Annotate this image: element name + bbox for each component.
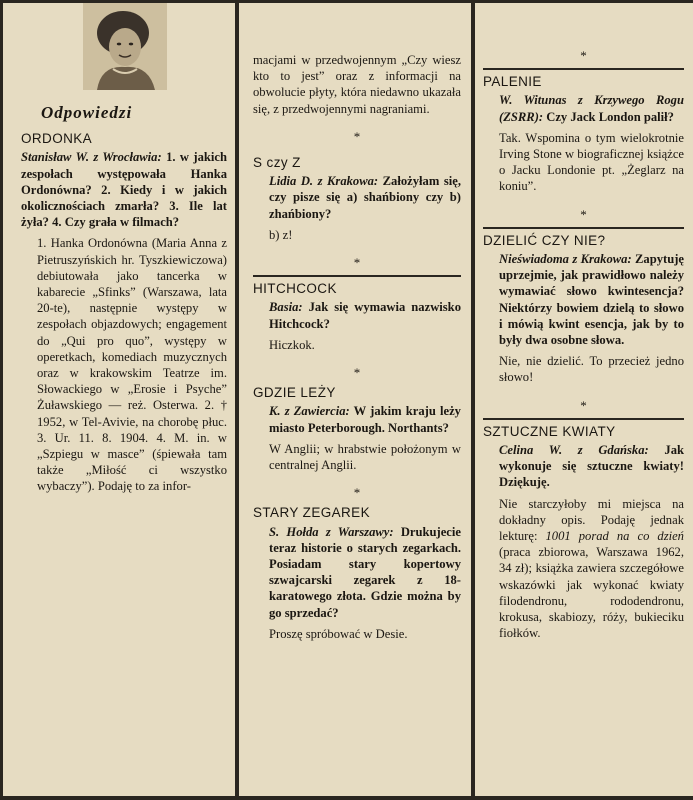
- reader-question: [483, 251, 684, 348]
- separator-star: *: [353, 485, 361, 501]
- column-left: [0, 3, 235, 800]
- portrait-image: [83, 3, 167, 90]
- editor-answer: Proszę spróbować w Desie.: [269, 626, 408, 641]
- section-heading: PALENIE: [483, 74, 542, 90]
- answer-continuation: macjami w przedwojennym „Czy wiesz kto to jest” oraz z informacji na obwolucie płyty, która niedawno ukazała się, z przedwojennymi nagraniami.: [253, 53, 461, 116]
- section-heading: ORDONKA: [21, 131, 93, 147]
- separator-star: *: [580, 206, 587, 222]
- editor-answer: Tak. Wspomina o tym wielokrotnie Irving Stone w biograficznej książce o Jacku Londonie pt. „Żeglarz na koniu”.: [499, 130, 684, 194]
- question-text: Zapytuję uprzejmie, jak prawidłowo należy wymawiać słowo kwintesencja? Niektórzy bowiem dzielą to słowo i mówią kwint esencja, jak by to były dwa osobne słowa.: [499, 252, 684, 348]
- separator-star: *: [353, 255, 361, 271]
- reader-name: Basia:: [269, 300, 303, 315]
- column-title: Odpowiedzi: [41, 103, 133, 122]
- book-title: 1001 porad na co dzień: [545, 529, 684, 544]
- editor-answer: 1. Hanka Ordonówna (Maria Anna z Pietruszyńskich hr. Tyszkiewiczowa) debiutowała jako tancerka w kabarecie „Sfinks” (Warszawa, lata 20-te), następnie występy w zespołach objazdowych; engagement do „Qui pro quo”, występy w operetkach, komediach muzycznych oraz w krakowskim Teatrze im. Słowackiego w „Erosie i Psyche” Żuławskiego — reż. Osterwa. 2. † 1952, w Tel-Avivie, na chorobę płuc. 3. Ur. 11. 8. 1904. 4. M. in. w „Szpiegu w masce” (śpiewała tam także „Miłość ci wszystko wybaczy”). Podaję to za infor-: [37, 236, 227, 494]
- separator-star: *: [580, 397, 587, 413]
- editor-answer: [483, 496, 684, 642]
- section-heading: SZTUCZNE KWIATY: [483, 423, 616, 439]
- author-portrait: [83, 3, 167, 90]
- question-text: Założyłam się, czy pisze się a) shańbiony czy b) zhańbiony?: [269, 174, 461, 221]
- reader-question: [253, 173, 461, 222]
- section-divider: [483, 227, 684, 229]
- question-text: Drukujecie teraz historie o starych zegarkach. Posiadam stary kopertowy szwajcarski zegarek z 18-karatowego złota. Gdzie można by go sprzedać?: [269, 524, 461, 620]
- question-text: W jakim kraju leży miasto Peterborough. Northants?: [269, 404, 461, 435]
- reader-name: Nieświadoma z Krakowa:: [499, 252, 632, 267]
- separator-star: *: [353, 128, 361, 144]
- reader-question: [253, 299, 461, 331]
- reader-name: Lidia D. z Krakowa:: [269, 174, 379, 189]
- reader-question: [483, 442, 684, 491]
- section-divider: [253, 275, 461, 277]
- reader-question: [253, 524, 461, 621]
- section-heading: HITCHCOCK: [253, 281, 337, 297]
- reader-question: [483, 92, 684, 124]
- reader-name: Stanisław W. z Wrocławia:: [21, 150, 162, 165]
- separator-star: *: [580, 48, 587, 63]
- section-heading: GDZIE LEŻY: [253, 385, 336, 401]
- section-heading: STARY ZEGAREK: [253, 505, 370, 521]
- editor-answer: Hiczkok.: [269, 337, 315, 352]
- separator-star: *: [353, 365, 361, 381]
- section-divider: [483, 68, 684, 70]
- question-text: Czy Jack London palił?: [546, 109, 674, 124]
- column-right: [475, 3, 693, 800]
- editor-answer: b) z!: [269, 227, 293, 242]
- reader-question: [21, 149, 227, 230]
- reader-name: W. Witunas z Krzywego Rogu (ZSRR):: [499, 93, 684, 124]
- section-heading: S czy Z: [253, 155, 301, 171]
- section-heading: DZIELIĆ CZY NIE?: [483, 232, 606, 248]
- answer-text: (praca zbiorowa, Warszawa 1962, 34 zł); książka zawiera szczegółowe wskazówki jak wykonać kwiaty filodendronu, rododendronu, krokusa, skabiozy, róży, bukieciku fiołków.: [499, 545, 684, 641]
- column-middle: [235, 3, 475, 800]
- bottom-rule: [0, 796, 693, 800]
- reader-name: S. Hołda z Warszawy:: [269, 524, 394, 539]
- reader-question: [253, 403, 461, 435]
- editor-answer: W Anglii; w hrabstwie położonym w centralnej Anglii.: [269, 441, 461, 473]
- answer-text: Nie starczyłoby mi miejsca na dokładny opis. Podaję jednak lekturę:: [499, 496, 684, 544]
- question-text: 1. w jakich zespołach występowała Hanka Ordonówna? 2. Kiedy i w jakich okolicznościach zmarła? 3. Ile lat żyła? 4. Czy grała w filmach?: [21, 150, 227, 230]
- question-text: Jak wykonuje się sztuczne kwiaty! Dziękuję.: [499, 443, 684, 490]
- editor-answer: Nie, nie dzielić. To przecież jedno słowo!: [499, 354, 684, 385]
- question-text: Jak się wymawia nazwisko Hitchcock?: [269, 300, 461, 331]
- reader-name: Celina W. z Gdańska:: [499, 443, 649, 458]
- section-divider: [483, 418, 684, 420]
- reader-name: K. z Zawiercia:: [269, 404, 350, 419]
